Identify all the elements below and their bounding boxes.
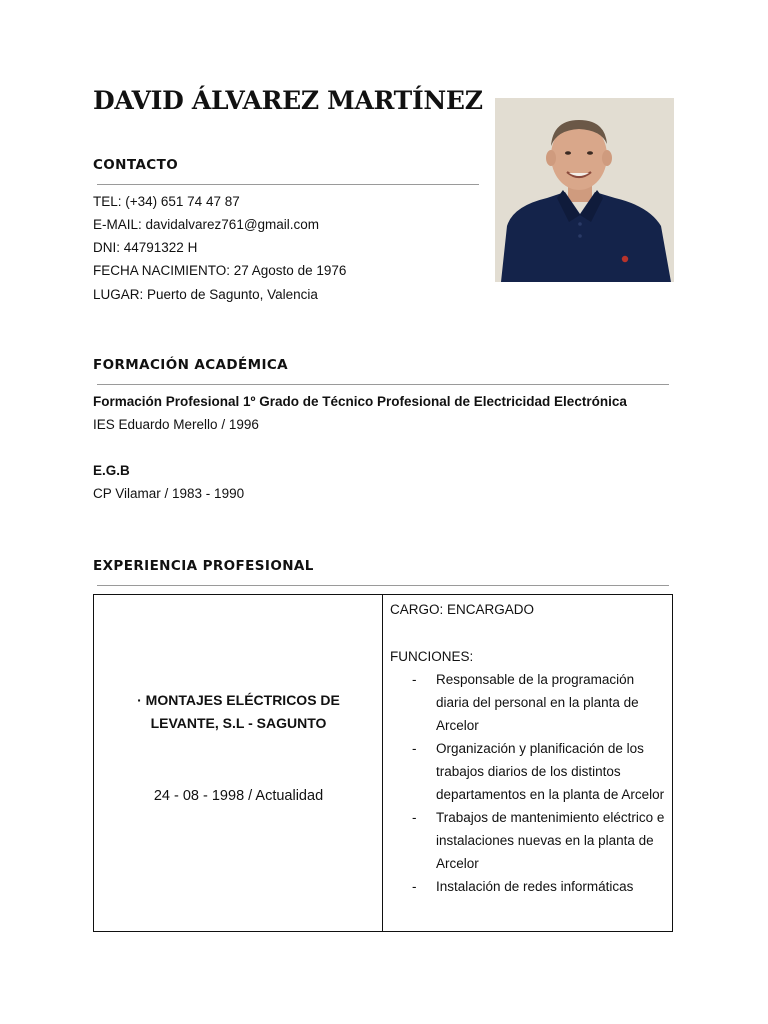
function-item <box>412 737 668 806</box>
education-section-title: FORMACIÓN ACADÉMICA <box>93 357 289 373</box>
education-degree-1: Formación Profesional 1º Grado de Técnico Profesional de Electricidad Electrónica <box>93 394 627 409</box>
contact-phone: TEL: (+34) 651 74 47 87 <box>93 194 240 209</box>
bullet-dash: - <box>412 810 417 825</box>
profile-photo <box>495 98 674 282</box>
candidate-name: DAVID ÁLVAREZ MARTÍNEZ <box>93 86 483 115</box>
function-item <box>412 875 668 898</box>
function-item <box>412 806 668 875</box>
function-text: Trabajos de mantenimiento eléctrico e instalaciones nuevas en la planta de Arcelor <box>436 810 665 871</box>
function-text: Organización y planificación de los trabajos diarios de los distintos departamentos en la planta de Arcelor <box>436 741 665 802</box>
functions-label: FUNCIONES: <box>390 649 474 664</box>
function-item <box>412 668 668 737</box>
contact-divider <box>97 184 479 185</box>
experience-section-title: EXPERIENCIA PROFESIONAL <box>93 558 314 574</box>
education-detail-1: IES Eduardo Merello / 1996 <box>93 417 259 432</box>
experience-table <box>93 594 673 932</box>
functions-list <box>412 668 668 898</box>
bullet-dash: - <box>412 672 417 687</box>
function-text: Responsable de la programación diaria del personal en la planta de Arcelor <box>436 672 639 733</box>
bullet-dash: - <box>412 879 417 894</box>
education-degree-2: E.G.B <box>93 463 130 478</box>
experience-divider <box>97 585 669 586</box>
job-position: CARGO: ENCARGADO <box>390 602 535 617</box>
contact-birthdate: FECHA NACIMIENTO: 27 Agosto de 1976 <box>93 263 347 278</box>
company-name-line-2: LEVANTE, S.L - SAGUNTO <box>150 715 327 731</box>
education-detail-2: CP Vilamar / 1983 - 1990 <box>93 486 245 501</box>
portrait-illustration <box>495 98 674 282</box>
experience-details-cell <box>384 595 672 931</box>
experience-company-cell <box>94 595 383 931</box>
bullet-dash: - <box>412 741 417 756</box>
employment-dates: 24 - 08 - 1998 / Actualidad <box>153 788 324 804</box>
contact-dni: DNI: 44791322 H <box>93 240 198 255</box>
company-name-line-1: · MONTAJES ELÉCTRICOS DE <box>137 692 340 708</box>
contact-section-title: CONTACTO <box>93 157 179 173</box>
function-text: Instalación de redes informáticas <box>436 879 634 894</box>
contact-location: LUGAR: Puerto de Sagunto, Valencia <box>93 287 318 302</box>
contact-email: E-MAIL: davidalvarez761@gmail.com <box>93 217 320 232</box>
education-divider <box>97 384 669 385</box>
